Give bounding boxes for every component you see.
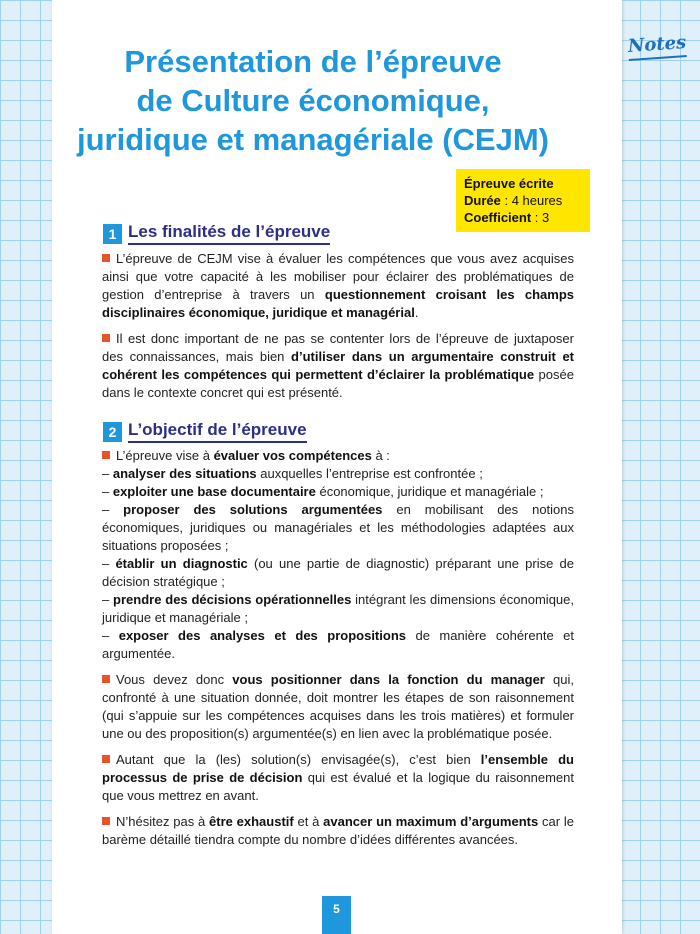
section-1-paragraph-2: Il est donc important de ne pas se contenter lors de l’épreuve de juxtaposer des connaissances, mais bien d’utiliser dans un argumentaire construit et cohérent les compétences qui permettent d’éclairer la problématique posée dans le contexte concret qui est présenté. [102,331,574,400]
section-1-body [102,250,574,410]
page-number: 5 [322,896,351,934]
section-1-heading [103,222,330,245]
coefficient-label: Coefficient [464,210,532,225]
list-item: – exploiter une base documentaire économique, juridique et managériale ; [102,484,544,499]
section-2-heading [103,420,307,443]
coefficient-value: : 3 [531,210,550,225]
bullet-square-icon [102,334,110,342]
list-item: – établir un diagnostic (ou une partie de diagnostic) préparant une prise de décision stratégique ; [102,556,575,589]
bullet-square-icon [102,254,110,262]
section-1-number: 1 [103,224,122,244]
section-1-paragraph-1: L’épreuve de CEJM vise à évaluer les compétences que vous avez acquises ainsi que votre capacité à les mobiliser pour éclairer des problématiques de gestion d’entreprise à travers un questionnement croisant les champs disciplinaires économique, juridique et managérial. [102,251,575,320]
section-2-body [102,447,574,857]
bullet-square-icon [102,755,110,763]
list-item: – exposer des analyses et des propositions de manière cohérente et argumentée. [102,628,575,661]
title-line-2: de Culture économique, [136,83,490,118]
section-2-paragraph-3: Vous devez donc vous positionner dans la fonction du manager qui, confronté à une situation donnée, doit montrer les étapes de son raisonnement (qui s’appuie sur les compétences acquises dans les trois matières) et formuler une ou des proposition(s) argumentée(s) en lien avec la problématique posée. [102,672,574,741]
title-line-1: Présentation de l’épreuve [124,44,502,79]
duration-value: : 4 heures [500,193,563,208]
list-item: – prendre des décisions opérationnelles intégrant les dimensions économique, juridique et managériale ; [102,592,574,625]
section-2-paragraph-5: N’hésitez pas à être exhaustif et à avancer un maximum d’arguments car le barème détaillé tiendra compte du nombre d’idées différentes avancées. [102,814,574,847]
duration-label: Durée [464,193,501,208]
title-line-3: juridique et managériale (CEJM) [77,122,549,157]
section-2-paragraph-4: Autant que la (les) solution(s) envisagée(s), c’est bien l’ensemble du processus de prise de décision qui est évalué et la logique du raisonnement que vous mettrez en avant. [102,752,574,803]
section-2-title: L’objectif de l’épreuve [128,420,307,443]
exam-info-box [456,169,590,232]
page-title [0,42,626,159]
section-2-intro: L’épreuve vise à évaluer vos compétences à : [102,447,574,465]
exam-type: Épreuve écrite [464,176,554,191]
list-item: – analyser des situations auxquelles l’entreprise est confrontée ; [102,466,483,481]
list-item: – proposer des solutions argumentées en mobilisant des notions économiques, juridiques ou managériales et les méthodologies adaptées aux situations proposées ; [102,502,575,553]
bullet-square-icon [102,451,110,459]
section-2-number: 2 [103,422,122,442]
section-1-title: Les finalités de l’épreuve [128,222,330,245]
bullet-square-icon [102,817,110,825]
bullet-square-icon [102,675,110,683]
notes-label: Notes [627,32,687,61]
